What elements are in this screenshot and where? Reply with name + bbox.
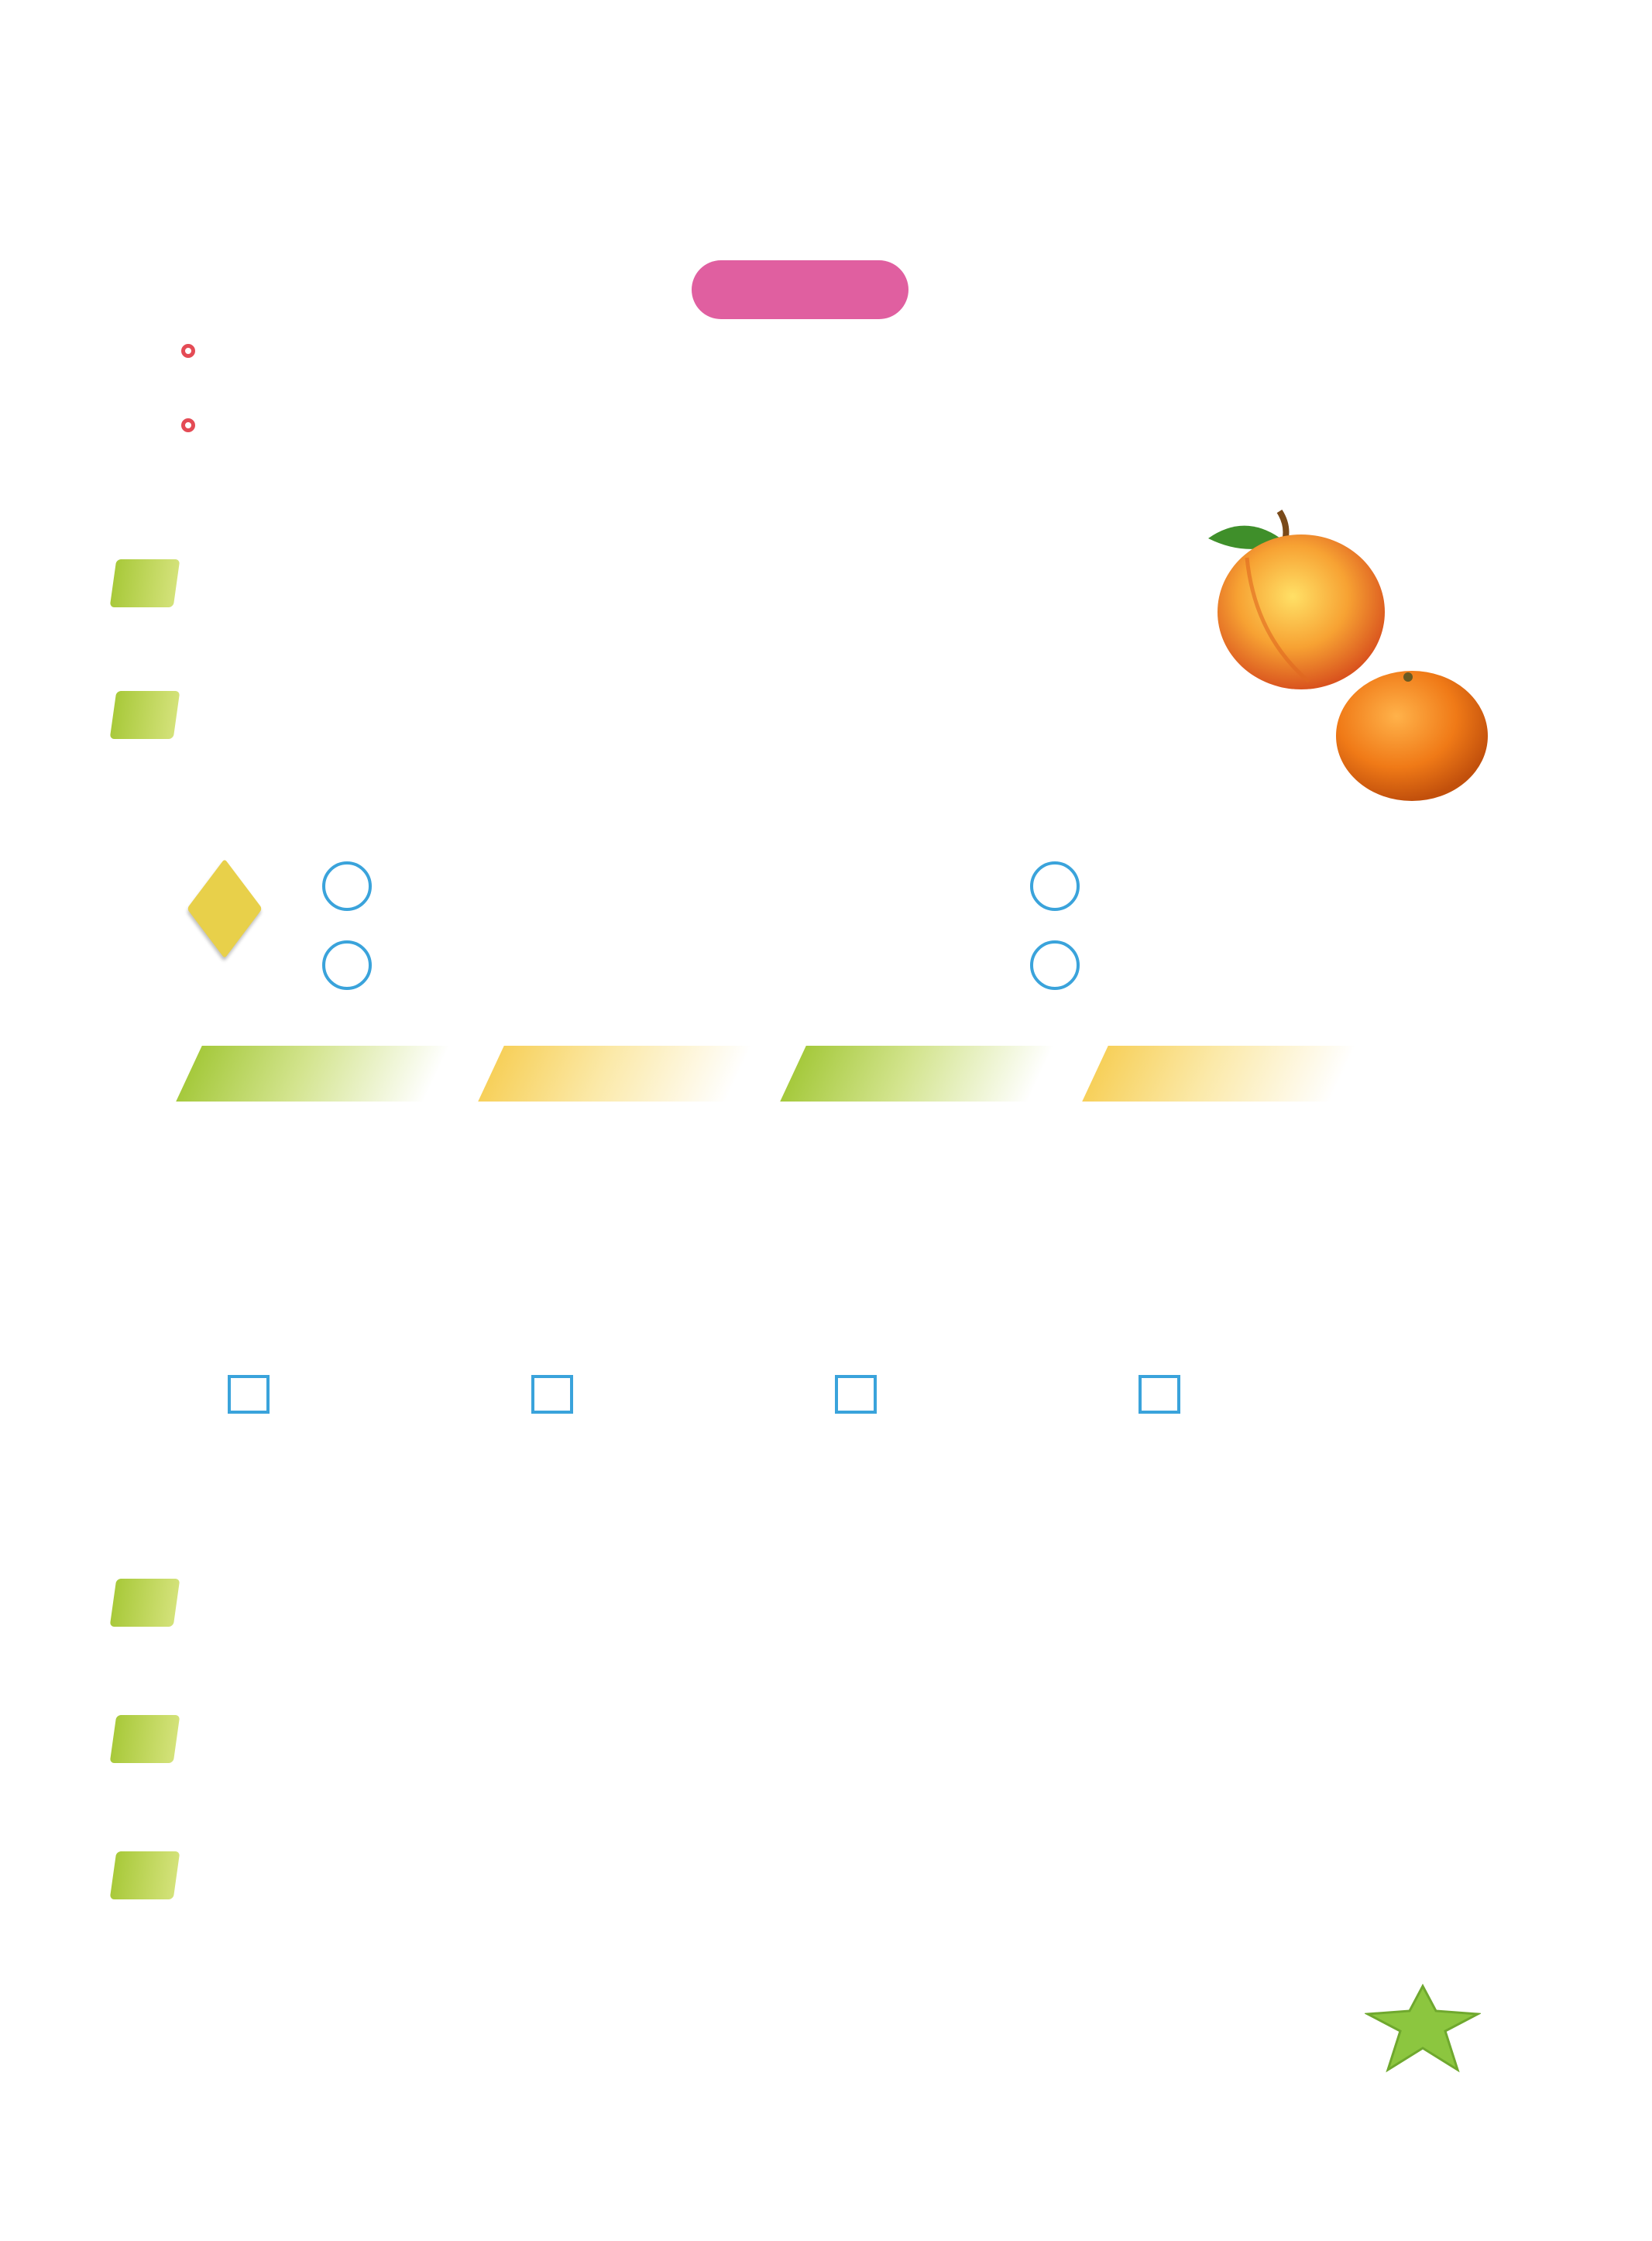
- answer-box[interactable]: [1139, 1375, 1180, 1414]
- compare-circle[interactable]: [1030, 940, 1080, 990]
- comparison-row-1-right: [1027, 861, 1083, 911]
- compare-circle[interactable]: [322, 940, 372, 990]
- task-6-b-label: [113, 1712, 177, 1766]
- compare-circle[interactable]: [1030, 861, 1080, 911]
- answer-box[interactable]: [531, 1375, 573, 1414]
- page-number-star-icon: [1365, 1983, 1481, 2076]
- unknown-product-3: [827, 1373, 877, 1419]
- task-4-expression-4: [1095, 1046, 1343, 1102]
- page-number-badge: [1365, 1983, 1481, 2076]
- task-6-a-label: [113, 1576, 177, 1630]
- answer-box[interactable]: [835, 1375, 877, 1414]
- compare-circle[interactable]: [322, 861, 372, 911]
- unknown-product-2: [524, 1373, 573, 1419]
- task-4-expression-2: [491, 1046, 739, 1102]
- answer-box[interactable]: [228, 1375, 270, 1414]
- comparison-row-2-right: [1027, 940, 1083, 990]
- compare-signs-icon: [172, 856, 277, 961]
- unknown-product-1: [220, 1373, 270, 1419]
- bullet-icon: [181, 418, 195, 432]
- bullet-icon: [181, 344, 195, 358]
- equation-badge: [692, 260, 908, 319]
- task-4-expression-1: [189, 1046, 437, 1102]
- task-2-b-label: [113, 688, 177, 742]
- task-4-expression-3: [793, 1046, 1041, 1102]
- tangerine-image: [1331, 658, 1493, 806]
- comparison-row-2-left: [319, 940, 375, 990]
- task-2-a-label: [113, 556, 177, 610]
- unknown-product-4: [1131, 1373, 1180, 1419]
- task-6-c-label: [113, 1848, 177, 1902]
- comparison-row-1-left: [319, 861, 375, 911]
